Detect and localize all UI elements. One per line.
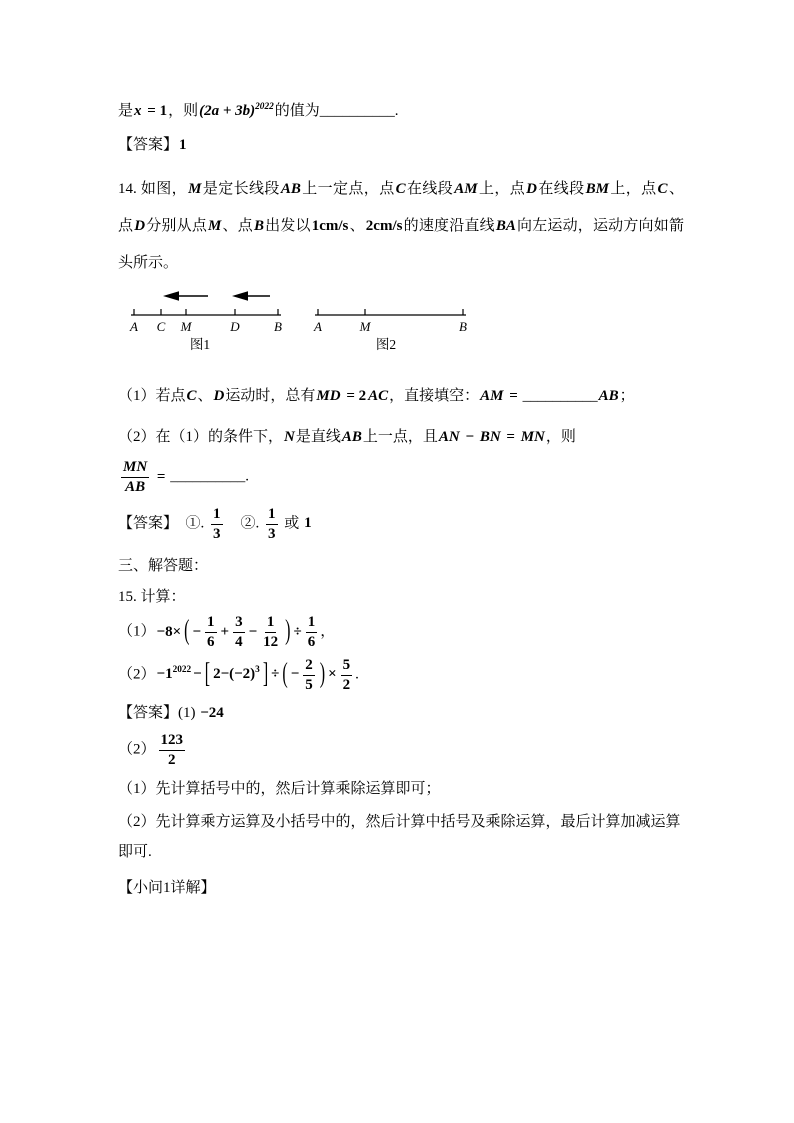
figure2-group xyxy=(313,309,467,352)
text-segment: 三、解答题： xyxy=(118,558,209,575)
text-segment: . xyxy=(394,103,399,119)
text-segment: = xyxy=(502,429,519,446)
text-segment: 上，点 xyxy=(478,181,526,197)
power-base: −1 xyxy=(156,666,173,683)
text-segment: M xyxy=(188,181,202,197)
text-segment: 是 xyxy=(118,103,134,119)
q14-figure xyxy=(118,285,684,366)
text-segment: − xyxy=(193,666,202,683)
fraction-numerator: 1 xyxy=(205,613,217,633)
arrow-head xyxy=(163,291,179,301)
fraction-denominator: 2 xyxy=(342,676,351,693)
text-segment: 在线段 xyxy=(538,181,585,197)
text-segment: D xyxy=(213,388,225,405)
q15-stem xyxy=(118,584,684,611)
fraction-denominator: 6 xyxy=(207,634,215,650)
fraction xyxy=(205,613,217,652)
text-segment: 分别从点 xyxy=(146,217,208,234)
fraction xyxy=(233,613,245,652)
text-segment: ，则 xyxy=(545,429,576,446)
text-segment: BA xyxy=(495,217,516,234)
text-segment: 【小问1详解】 xyxy=(118,879,216,896)
text-segment: 、点 xyxy=(118,181,684,234)
text-segment: D xyxy=(526,181,537,197)
text-segment: BM xyxy=(585,181,609,197)
text-segment: 、 xyxy=(349,217,365,234)
point-label-A: A xyxy=(314,319,322,335)
text-segment: 1 xyxy=(179,137,187,153)
text-segment: （1）先计算括号中的，然后计算乘除运算即可； xyxy=(118,780,441,797)
text-segment: 出发以 xyxy=(264,217,311,234)
q15-analysis-2 xyxy=(118,807,684,867)
text-segment: ； xyxy=(619,388,635,405)
fraction-numerator: 3 xyxy=(233,613,245,633)
big-bracket: ) xyxy=(285,615,291,647)
text-segment: 的值为 xyxy=(274,103,320,119)
text-segment: 向左运动，运动方向如箭头所示。 xyxy=(118,217,684,271)
text-segment: − xyxy=(248,623,258,640)
text-segment: = 1 xyxy=(143,103,168,119)
text-segment: （1） xyxy=(118,623,156,640)
fraction xyxy=(159,731,186,770)
fraction xyxy=(211,505,223,544)
fraction-denominator: 3 xyxy=(268,525,276,542)
point-label-B: B xyxy=(274,319,282,335)
text-segment: AB xyxy=(280,181,301,197)
power-exponent: 3 xyxy=(255,665,260,676)
q13-answer-line xyxy=(118,132,684,159)
power-expression xyxy=(213,666,260,682)
text-segment: AC xyxy=(368,388,389,405)
point-label-M: M xyxy=(359,319,371,335)
text-segment: 【答案】(1) xyxy=(118,705,200,722)
text-segment: 的速度沿直线 xyxy=(403,217,495,234)
text-segment: − xyxy=(290,666,300,683)
text-segment: （2）在（1）的条件下， xyxy=(118,429,284,446)
q14-part2 xyxy=(118,421,684,454)
text-segment: ，则 xyxy=(168,103,199,119)
text-segment: −24 xyxy=(200,705,224,722)
big-bracket: ( xyxy=(282,658,288,689)
text-segment: 上，点 xyxy=(609,181,657,197)
text-segment: ÷ xyxy=(271,666,280,683)
text-segment: ①. xyxy=(170,515,209,532)
fraction-denominator: AB xyxy=(125,479,146,495)
point-label-D: D xyxy=(230,319,240,335)
text-segment: AB xyxy=(598,388,619,405)
text-segment: 14. 如图， xyxy=(118,181,188,197)
power-expression xyxy=(157,666,192,682)
text-segment: AB xyxy=(341,429,362,446)
q15-answer-2 xyxy=(118,731,684,770)
text-segment: 【答案】 xyxy=(118,515,171,532)
text-segment: 15. 计算： xyxy=(118,589,186,606)
text-segment: 2cm/s xyxy=(365,217,403,234)
power-base: (2a + 3b) xyxy=(199,103,256,119)
q15-analysis-1 xyxy=(118,776,684,803)
fraction-numerator: 5 xyxy=(341,656,353,676)
text-segment: − xyxy=(461,429,478,446)
text-segment: 1 xyxy=(304,515,312,532)
fraction xyxy=(121,458,149,497)
fraction-denominator: 5 xyxy=(305,676,313,693)
text-segment: D xyxy=(134,217,146,234)
power-exponent: 2022 xyxy=(255,102,274,112)
fill-in-blank: __________ xyxy=(170,468,246,485)
text-segment: （2）先计算乘方运算及小括号中的，然后计算中括号及乘除运算，最后计算加减运算即可. xyxy=(118,813,681,860)
q14-stem xyxy=(118,171,684,281)
fraction-numerator: 1 xyxy=(211,505,223,525)
fraction xyxy=(266,505,278,544)
text-segment: BN xyxy=(479,429,501,446)
text-segment: M xyxy=(208,217,222,234)
power-expression xyxy=(199,103,274,119)
fill-in-blank: __________ xyxy=(522,388,598,405)
text-segment: 是直线 xyxy=(295,429,341,446)
fraction-denominator: 3 xyxy=(213,525,221,542)
text-segment: 运动时，总有 xyxy=(225,388,316,405)
text-segment: C xyxy=(186,388,197,405)
text-segment: + xyxy=(220,623,230,640)
figure1-caption: 图1 xyxy=(189,337,211,353)
text-segment: AM xyxy=(480,388,504,405)
power-exponent: 2022 xyxy=(172,665,192,676)
figure2-caption: 图2 xyxy=(375,337,397,353)
q14-part1 xyxy=(118,380,684,413)
text-segment: ，直接填空： xyxy=(389,388,480,405)
text-segment: 在线段 xyxy=(406,181,454,197)
text-segment: 或 xyxy=(280,515,304,532)
fill-in-blank: __________ xyxy=(319,103,395,119)
point-label-A: A xyxy=(130,319,138,335)
text-segment: = 2 xyxy=(342,388,367,405)
text-segment: AM xyxy=(454,181,478,197)
left-arrow-icon xyxy=(163,291,208,301)
text-segment: × xyxy=(328,666,337,683)
fraction-denominator: 12 xyxy=(263,634,279,650)
text-segment: ， xyxy=(320,623,336,640)
fraction-denominator: 2 xyxy=(168,752,176,768)
text-segment: （1）若点 xyxy=(118,388,186,405)
arrow-head xyxy=(232,291,248,301)
big-bracket: ] xyxy=(262,658,269,689)
text-segment: C xyxy=(395,181,406,197)
text-segment: B xyxy=(253,217,264,234)
text-segment: （2） xyxy=(118,666,156,683)
text-segment: 、 xyxy=(197,388,213,405)
point-label-M: M xyxy=(180,319,192,335)
power-base: 2−(−2) xyxy=(213,666,256,683)
text-segment: x xyxy=(134,103,142,119)
fraction xyxy=(306,613,318,652)
text-segment: 是定长线段 xyxy=(202,181,280,197)
text-segment: 1cm/s xyxy=(311,217,349,234)
text-segment: = xyxy=(505,388,522,405)
text-segment: 上一点，且 xyxy=(362,429,438,446)
big-bracket: [ xyxy=(204,658,211,689)
text-segment: N xyxy=(284,429,295,446)
text-segment: AN xyxy=(438,429,460,446)
text-segment: （2） xyxy=(118,741,156,758)
text-segment: 【答案】 xyxy=(118,137,179,153)
left-arrow-icon xyxy=(232,291,270,301)
fraction-numerator: 123 xyxy=(159,731,186,751)
text-segment: = xyxy=(153,468,170,485)
fraction-denominator: 4 xyxy=(235,634,243,650)
point-label-C: C xyxy=(156,319,166,335)
text-segment: ②. xyxy=(225,515,264,532)
text-segment: . xyxy=(355,666,359,683)
q15-expression-2 xyxy=(118,656,684,695)
text-segment: 、点 xyxy=(222,217,253,234)
text-segment: 上一定点，点 xyxy=(301,181,395,197)
fraction-numerator: 1 xyxy=(266,505,278,525)
section3-header xyxy=(118,553,684,580)
text-segment: C xyxy=(657,181,668,197)
text-segment: ÷ xyxy=(293,623,302,640)
text-segment: MN xyxy=(520,429,545,446)
q14-figure-svg xyxy=(118,285,678,361)
q14-fraction-line xyxy=(118,458,684,497)
figure1-group xyxy=(129,291,282,352)
fraction-numerator: 2 xyxy=(303,656,315,676)
fraction-numerator: 1 xyxy=(306,613,318,633)
fraction-numerator: 1 xyxy=(265,613,277,633)
text-segment: MD xyxy=(316,388,341,405)
q14-answer-line xyxy=(118,505,684,544)
q15-expression-1 xyxy=(118,613,684,652)
fraction xyxy=(261,613,280,652)
big-bracket: ) xyxy=(319,658,326,689)
q15-answer-1 xyxy=(118,700,684,727)
q13-value-line xyxy=(118,96,684,126)
fraction-denominator: 6 xyxy=(307,634,316,650)
fraction xyxy=(303,656,315,695)
fraction-numerator: MN xyxy=(121,458,149,478)
text-segment: − xyxy=(192,623,202,640)
text-segment: . xyxy=(245,468,249,485)
fraction xyxy=(341,656,353,695)
text-segment: −8× xyxy=(156,623,182,640)
point-label-B: B xyxy=(459,319,467,335)
q15-detail-header xyxy=(118,875,684,902)
big-bracket: ( xyxy=(184,615,190,647)
